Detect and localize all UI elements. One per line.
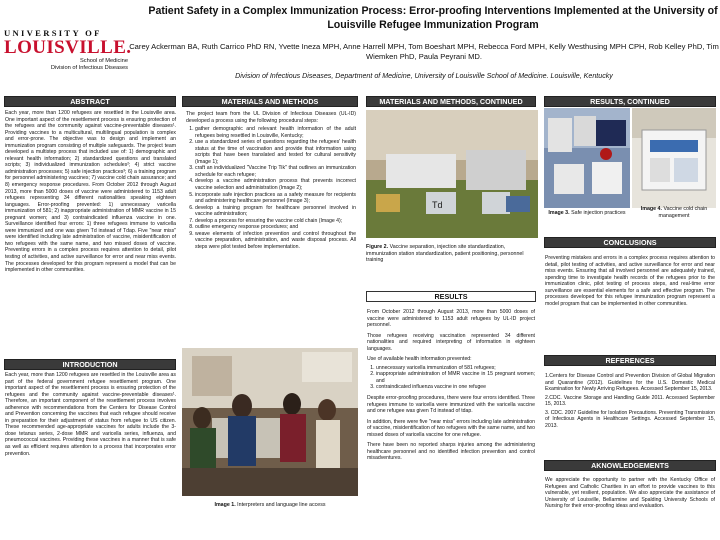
methods-intro: The project team from the UL Division of Infectious Diseases (UL-ID) developed a process using the following procedural steps: (186, 111, 356, 124)
image4-photo (632, 108, 716, 208)
university-logo (4, 28, 130, 84)
poster-affiliation: Division of Infectious Diseases, Department of Medicine, University of Louisville School of Medicine. Louisville, Kentucky (235, 72, 613, 80)
methods-step: 6. develop a training program for healthcare personnel involved in vaccine administration; (195, 205, 356, 218)
reference-item: 1.Centers for Disease Control and Prevention Division of Global Migration and Quarantine (2012). Guidelines for the U.S. Domestic Medical Examination for Newly Arriving Refugees. Accessed September 15, 2013. (545, 373, 715, 393)
methods-step: 2. use a standardized series of questions regarding the refugees' health status at the time of vaccination and provide that information using scripts that have been translated and tested for cultural sensitivity (Image 1); (195, 139, 356, 165)
results-cont-heading: RESULTS, CONTINUED (544, 96, 716, 107)
svg-text:Td: Td (432, 200, 443, 210)
logo-line-louisville: LOUISVILLE. (4, 37, 132, 58)
results-list-item: 3. contraindicated influenza vaccine in one refugee (376, 384, 535, 391)
results-list-item: 1. unnecessary varicella immunization of 581 refugees; (376, 365, 535, 372)
image4-caption-label: Image 4. (640, 206, 662, 212)
results-body (367, 309, 535, 464)
reference-item: 3. CDC. 2007 Guideline for Isolation Precautions. Preventing Transmission of Infectious Agents in Healthcare Settings. Accessed September 15, 2013. (545, 409, 716, 429)
results-p5: In addition, there were five "near miss" errors including late administration of vaccine, misidentification of two refugees with the same name, and two missed doses of varicella vaccine for one refugee. (367, 418, 535, 438)
introduction-text: Each year, more than 1200 refugees are resettled in the Louisville area as part of the federal government refugee resettlement program. One important aspect of the resettlement process is ensuring protection of the refugees and the community against vaccine-preventable diseases¹. Therefore, an important component of the resettlement process involves adherence with recommendations from the Centers for Disease Control and Prevention concerning the vaccines that each refugee should receive in preparation for their adjustment of status from refugee to US citizen. These recommended age-appropriate vaccines for adults include the 3-dose tetanus series, 2-dose MMR and varicella series, influenza, and pneumococcal vaccines. Providing these vaccines in a manner that is safe as well as efficient requires attention to a process that incorporates error prevention. (5, 372, 176, 457)
results-p4: Despite error-proofing procedures, there were four errors identified. Three refugees immune to varicella were immunized with the varicella vaccine and one refugee was given Td instead of tdap. (367, 395, 535, 415)
poster-title: Patient Safety in a Complex Immunization Process: Error-proofing Interventions Implemented at the University of Louisville Refugee Immunization Program (148, 5, 718, 31)
image3-caption-text: Safe injection practices (571, 210, 626, 216)
image3-caption (544, 210, 630, 217)
image1-photo (182, 348, 358, 496)
methods-step: 3. craft an individualized "Vaccine Trip Tik" that outlines an immunization schedule for each refugee; (195, 165, 356, 178)
methods-step: 8. outline emergency response procedures; and (195, 224, 356, 231)
results-p6: There have been no reported sharps injuries among the administering healthcare personnel and no identified infection prevention and control misadventures. (367, 442, 535, 462)
abstract-text: Each year, more than 1200 refugees are resettled in the Louisville area. One important aspect of the resettlement process is ensuring protection of the refugees and the community against vaccine-preventable diseases¹. Providing vaccines to a multicultural, multilingual population is complex and error-prone. The objective was to design and implement an immunization program consisting of multiple safeguards. The project team developed a multistep process that included use of: 1) demographic and relevant health information; 2) standardized questions and translated scripts; 3) individualized immunization schedules²; 4) strict vaccine administration processes; 5) safe injection practices³; 6) a training program for personnel administering vaccines; 7) vaccine cold chain assurance; and 8) emergency response procedures. From October 2012 through August 2013, more than 5000 doses of vaccine were administered to 1153 adult refugees representing 34 different nationalities speaking eighteen languages. Error-proofing prevented: 1) unnecessary varicella immunization of 581; 2) inappropriate administration of MMR vaccine in 15 pregnant women; and 3) contraindicated influenza vaccine in one. Surveillance identified four errors: 1) three refugees immune to varicella were immunized and one was given Td instead of Tdap. Five "near miss" were identified including late administration of vaccine, misidentification of two refugees with the same name, and two missed doses of vaccine. Preventing errors in a complex process requires attention to detail, pilot testing of activities, and active surveillance for error and near miss events. The processes developed for this program represent a model that can be implemented in other communities. (5, 110, 176, 274)
image3-caption-label: Image 3. (548, 210, 570, 216)
methods-step: 9. weave elements of infection prevention and control throughout the vaccine preparation, administration, and waste disposal process. All steps were pilot tested before implementation. (195, 231, 356, 251)
abstract-heading: ABSTRACT (4, 96, 176, 107)
methods-steps (195, 126, 356, 250)
logo-line-university: UNIVERSITY OF (4, 28, 102, 38)
methods-heading: MATERIALS AND METHODS (182, 96, 358, 107)
logo-line-school: School of Medicine (79, 58, 128, 64)
introduction-heading: INTRODUCTION (4, 359, 176, 370)
methods-body (186, 111, 356, 250)
image1-caption-text: Interpreters and language line access (237, 502, 326, 508)
conclusions-heading: CONCLUSIONS (544, 237, 716, 248)
acknowledgements-text: We appreciate the opportunity to partner with the Kentucky Office of Refugees and Catholic Charities in an effort to provide vaccines to this vulnerable, yet resilient, population. We also appreciate the assistance of University of Louisville, Bellarmine and Spalding University Schools of Nursing for their error-proofing ideas and evaluation. (545, 477, 715, 510)
logo-line-division: Division of Infectious Diseases (50, 65, 128, 71)
results-p1: From October 2012 through August 2013, more than 5000 doses of vaccine were administered to 1153 adult refugees by UL-ID project personnel. (367, 309, 535, 329)
references-list (545, 373, 715, 431)
image2-caption-label: Figure 2. (366, 244, 389, 250)
image2-caption (366, 244, 536, 264)
results-heading: RESULTS (366, 291, 536, 302)
image4-caption (632, 206, 716, 219)
results-list-item: 2. inappropriate administration of MMR vaccine in 15 pregnant women; and (376, 371, 535, 384)
results-list (376, 365, 535, 391)
methods-step: 4. develop a vaccine administration process that prevents incorrect vaccine selection and administration (Image 2); (195, 178, 356, 191)
image2-caption-text: Vaccine separation, injection site standardization, immunization station standardization, patient positioning, personnel training (366, 244, 524, 264)
image4-caption-text: Vaccine cold chain management (658, 206, 708, 219)
results-p3: Use of available health information prevented: (367, 356, 472, 363)
methods-step: 7. develop a process for ensuring the vaccine cold chain (Image 4); (195, 218, 356, 225)
acknowledgements-heading: AKNOWLEDGEMENTS (544, 460, 716, 471)
results-p2: Those refugees receiving vaccination represented 34 different nationalities and required interpreting of information in eighteen languages. (367, 332, 535, 352)
methods-step: 1. gather demographic and relevant health information of the adult refugees being resettled in Louisville, Kentucky; (195, 126, 356, 139)
image1-caption-label: Image 1. (214, 502, 236, 508)
methods-cont-heading: MATERIALS AND METHODS, CONTINUED (366, 96, 536, 107)
poster-authors: Carey Ackerman BA, Ruth Carrico PhD RN, Yvette Ineza MPH, Anne Harrell MPH, Tom Boeshart MPH, Rebecca Ford MPH, Kelly Westhusing MPH CPH, Rob Kelley PhD, Tim Wiemken PhD, Paula Peyrani MD. (129, 42, 719, 61)
references-heading: REFERENCES (544, 355, 716, 366)
methods-step: 5. incorporate safe injection practices as a safety measure for recipients and administering healthcare personnel (Image 3); (195, 192, 356, 205)
image3-photo (544, 108, 630, 208)
conclusions-text: Preventing mistakes and errors in a complex process requires attention to detail, pilot testing of activities, and active surveillance for error and near miss events. Ensuring that all involved personnel are adequately trained, spending time to investigate health records of the refugees prior to the immunization clinic, pilot testing of process steps, and real-time error surveillance are essential elements for a safe and effective program. The processes developed for this refugee immunization program represent a model program that can be implemented in other communities. (545, 255, 715, 307)
image1-caption (182, 502, 358, 509)
image2-photo (366, 110, 538, 238)
reference-item: 2.CDC. Vaccine Storage and Handling Guide 2011. Accessed September 15, 2013. (545, 394, 715, 408)
